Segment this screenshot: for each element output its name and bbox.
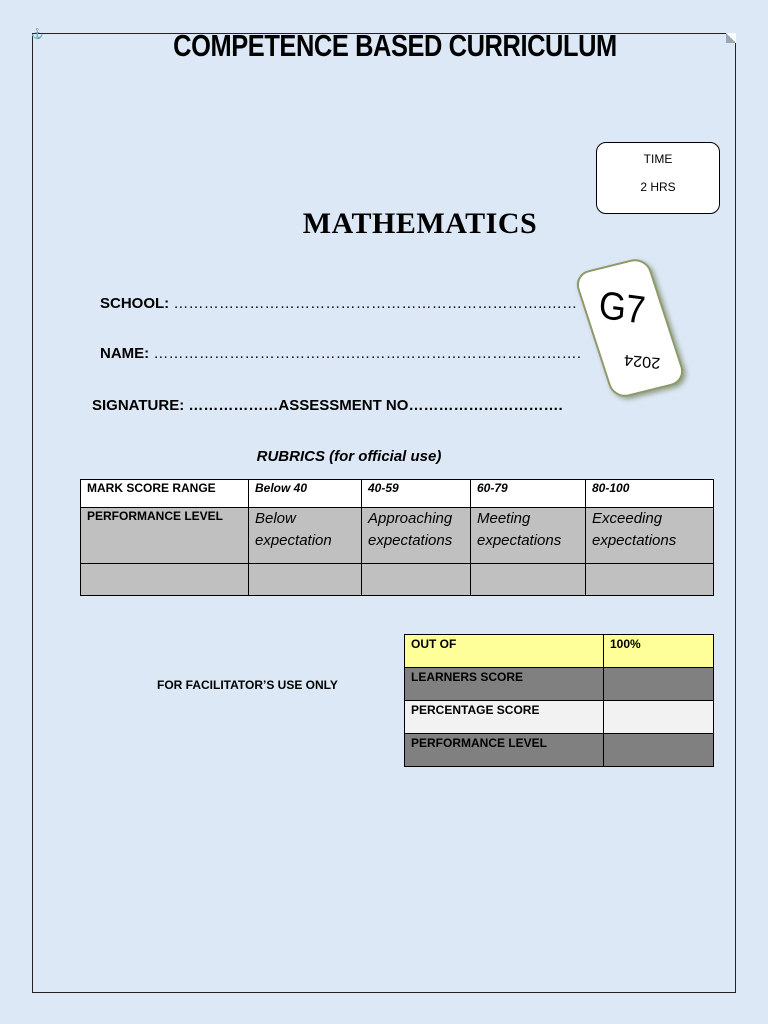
time-value: 2 HRS: [640, 180, 676, 194]
blank-cell[interactable]: [471, 564, 586, 596]
page-corner-fold: [726, 33, 736, 43]
table-row: [405, 635, 714, 668]
performance-level-score-value[interactable]: [604, 734, 714, 767]
percentage-score-value[interactable]: [604, 701, 714, 734]
range-cell: 60-79: [471, 480, 586, 508]
anchor-icon: ⚓: [31, 29, 44, 40]
level-cell: Approaching expectations: [362, 508, 471, 564]
learners-score-value[interactable]: [604, 668, 714, 701]
rubrics-caption: RUBRICS (for official use): [256, 448, 442, 465]
time-box: [596, 142, 720, 214]
score-table: [404, 634, 714, 767]
blank-cell[interactable]: [249, 564, 362, 596]
table-row: [405, 668, 714, 701]
time-label: TIME: [643, 152, 673, 166]
school-blank[interactable]: ………………………………………………………………..……: [173, 295, 578, 312]
table-row: [405, 734, 714, 767]
curriculum-title: COMPETENCE BASED CURRICULUM: [173, 28, 617, 63]
blank-cell[interactable]: [362, 564, 471, 596]
rubrics-table: [80, 479, 714, 596]
range-cell: 80-100: [586, 480, 714, 508]
blank-cell[interactable]: [81, 564, 249, 596]
out-of-label: OUT OF: [405, 635, 604, 668]
table-row: [405, 701, 714, 734]
signature-label: SIGNATURE:: [92, 397, 185, 414]
name-label: NAME:: [100, 345, 150, 362]
level-cell: Below expectation: [249, 508, 362, 564]
level-cell: Meeting expectations: [471, 508, 586, 564]
performance-level-label: PERFORMANCE LEVEL: [81, 508, 249, 564]
range-cell: 40-59: [362, 480, 471, 508]
mark-score-range-label: MARK SCORE RANGE: [81, 480, 249, 508]
signature-assessment-field[interactable]: [92, 397, 563, 414]
learners-score-label: LEARNERS SCORE: [405, 668, 604, 701]
out-of-value: 100%: [604, 635, 714, 668]
table-row: [81, 564, 714, 596]
range-cell: Below 40: [249, 480, 362, 508]
facilitator-label: FOR FACILITATOR’S USE ONLY: [157, 678, 338, 692]
name-blank[interactable]: ………………………………….……………………………..……….: [153, 345, 582, 362]
level-cell: Exceeding expectations: [586, 508, 714, 564]
grade-badge-grade: G7: [597, 283, 647, 333]
signature-blank[interactable]: ………………: [188, 397, 279, 414]
performance-level-score-label: PERFORMANCE LEVEL: [405, 734, 604, 767]
table-row: [81, 508, 714, 564]
assessment-no-label: ASSESSMENT NO: [278, 397, 409, 414]
grade-badge-year: 2024: [623, 350, 661, 371]
name-field[interactable]: [100, 345, 581, 362]
blank-cell[interactable]: [586, 564, 714, 596]
assessment-no-blank[interactable]: ………………………….: [408, 397, 563, 414]
table-row: [81, 480, 714, 508]
school-label: SCHOOL:: [100, 295, 170, 312]
school-field[interactable]: [100, 295, 577, 312]
subject-title: MATHEMATICS: [302, 207, 538, 240]
percentage-score-label: PERCENTAGE SCORE: [405, 701, 604, 734]
